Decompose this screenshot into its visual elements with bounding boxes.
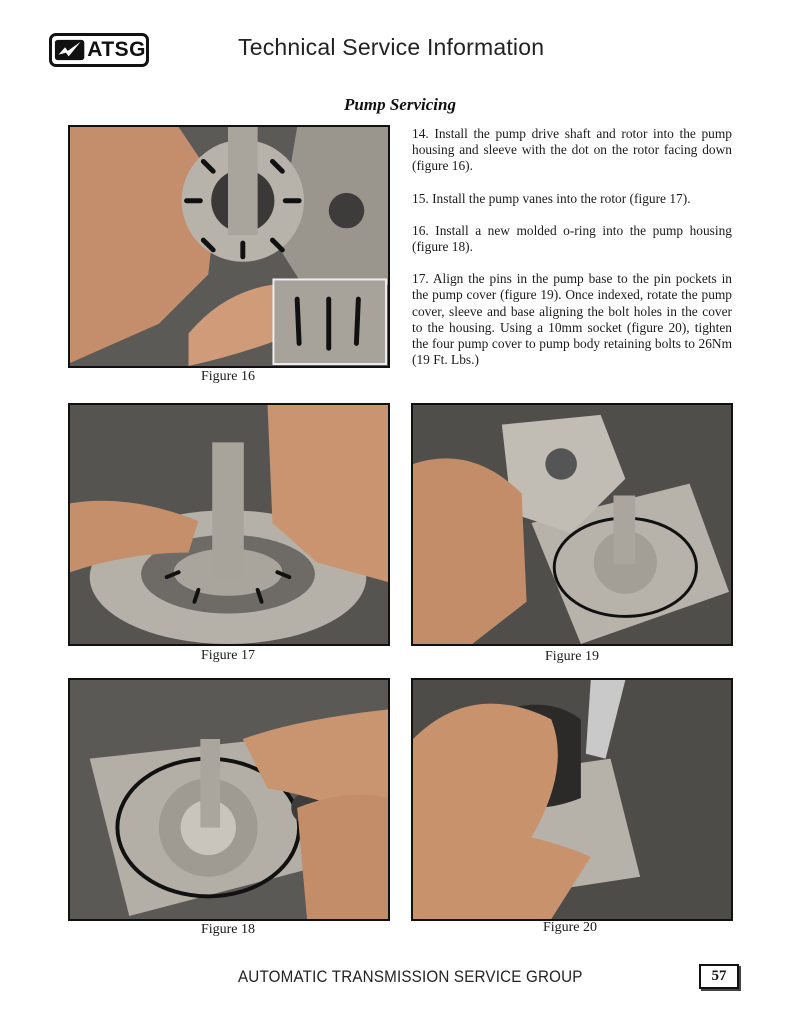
figure-20-photo: [411, 678, 733, 921]
atsg-check-icon: [54, 37, 85, 63]
figure-17-photo: [68, 403, 390, 646]
logo-text: ATSG: [87, 38, 146, 61]
instruction-steps: [412, 126, 732, 384]
figure-17-caption: Figure 17: [200, 648, 256, 663]
section-heading: Pump Servicing: [344, 95, 456, 114]
figure-20-caption: Figure 20: [542, 920, 598, 935]
page-number: 57: [699, 964, 739, 989]
step-17: 17. Align the pins in the pump base to the pin pockets in the pump cover (figure 19). Once indexed, rotate the pump cover, sleeve and base aligning the bolt holes in the cover to the housing. Using a 10mm socket (figure 20), tighten the four pump cover to pump body retaining bolts to 26Nm (19 Ft. Lbs.): [412, 271, 732, 368]
figure-18-caption: Figure 18: [200, 922, 256, 937]
step-16: 16. Install a new molded o-ring into the pump housing (figure 18).: [412, 222, 732, 255]
step-15: 15. Install the pump vanes into the rotor (figure 17).: [412, 190, 691, 206]
figure-19-caption: Figure 19: [544, 649, 600, 664]
figure-16-caption: Figure 16: [200, 369, 256, 384]
step-14: 14. Install the pump drive shaft and rotor into the pump housing and sleeve with the dot on the rotor facing down (figure 16).: [412, 126, 732, 174]
figure-18-photo: [68, 678, 390, 921]
atsg-logo: [49, 33, 149, 67]
footer-organization: AUTOMATIC TRANSMISSION SERVICE GROUP: [238, 968, 583, 986]
figure-16-photo: [68, 125, 390, 368]
figure-19-photo: [411, 403, 733, 646]
page-title: Technical Service Information: [238, 34, 545, 60]
